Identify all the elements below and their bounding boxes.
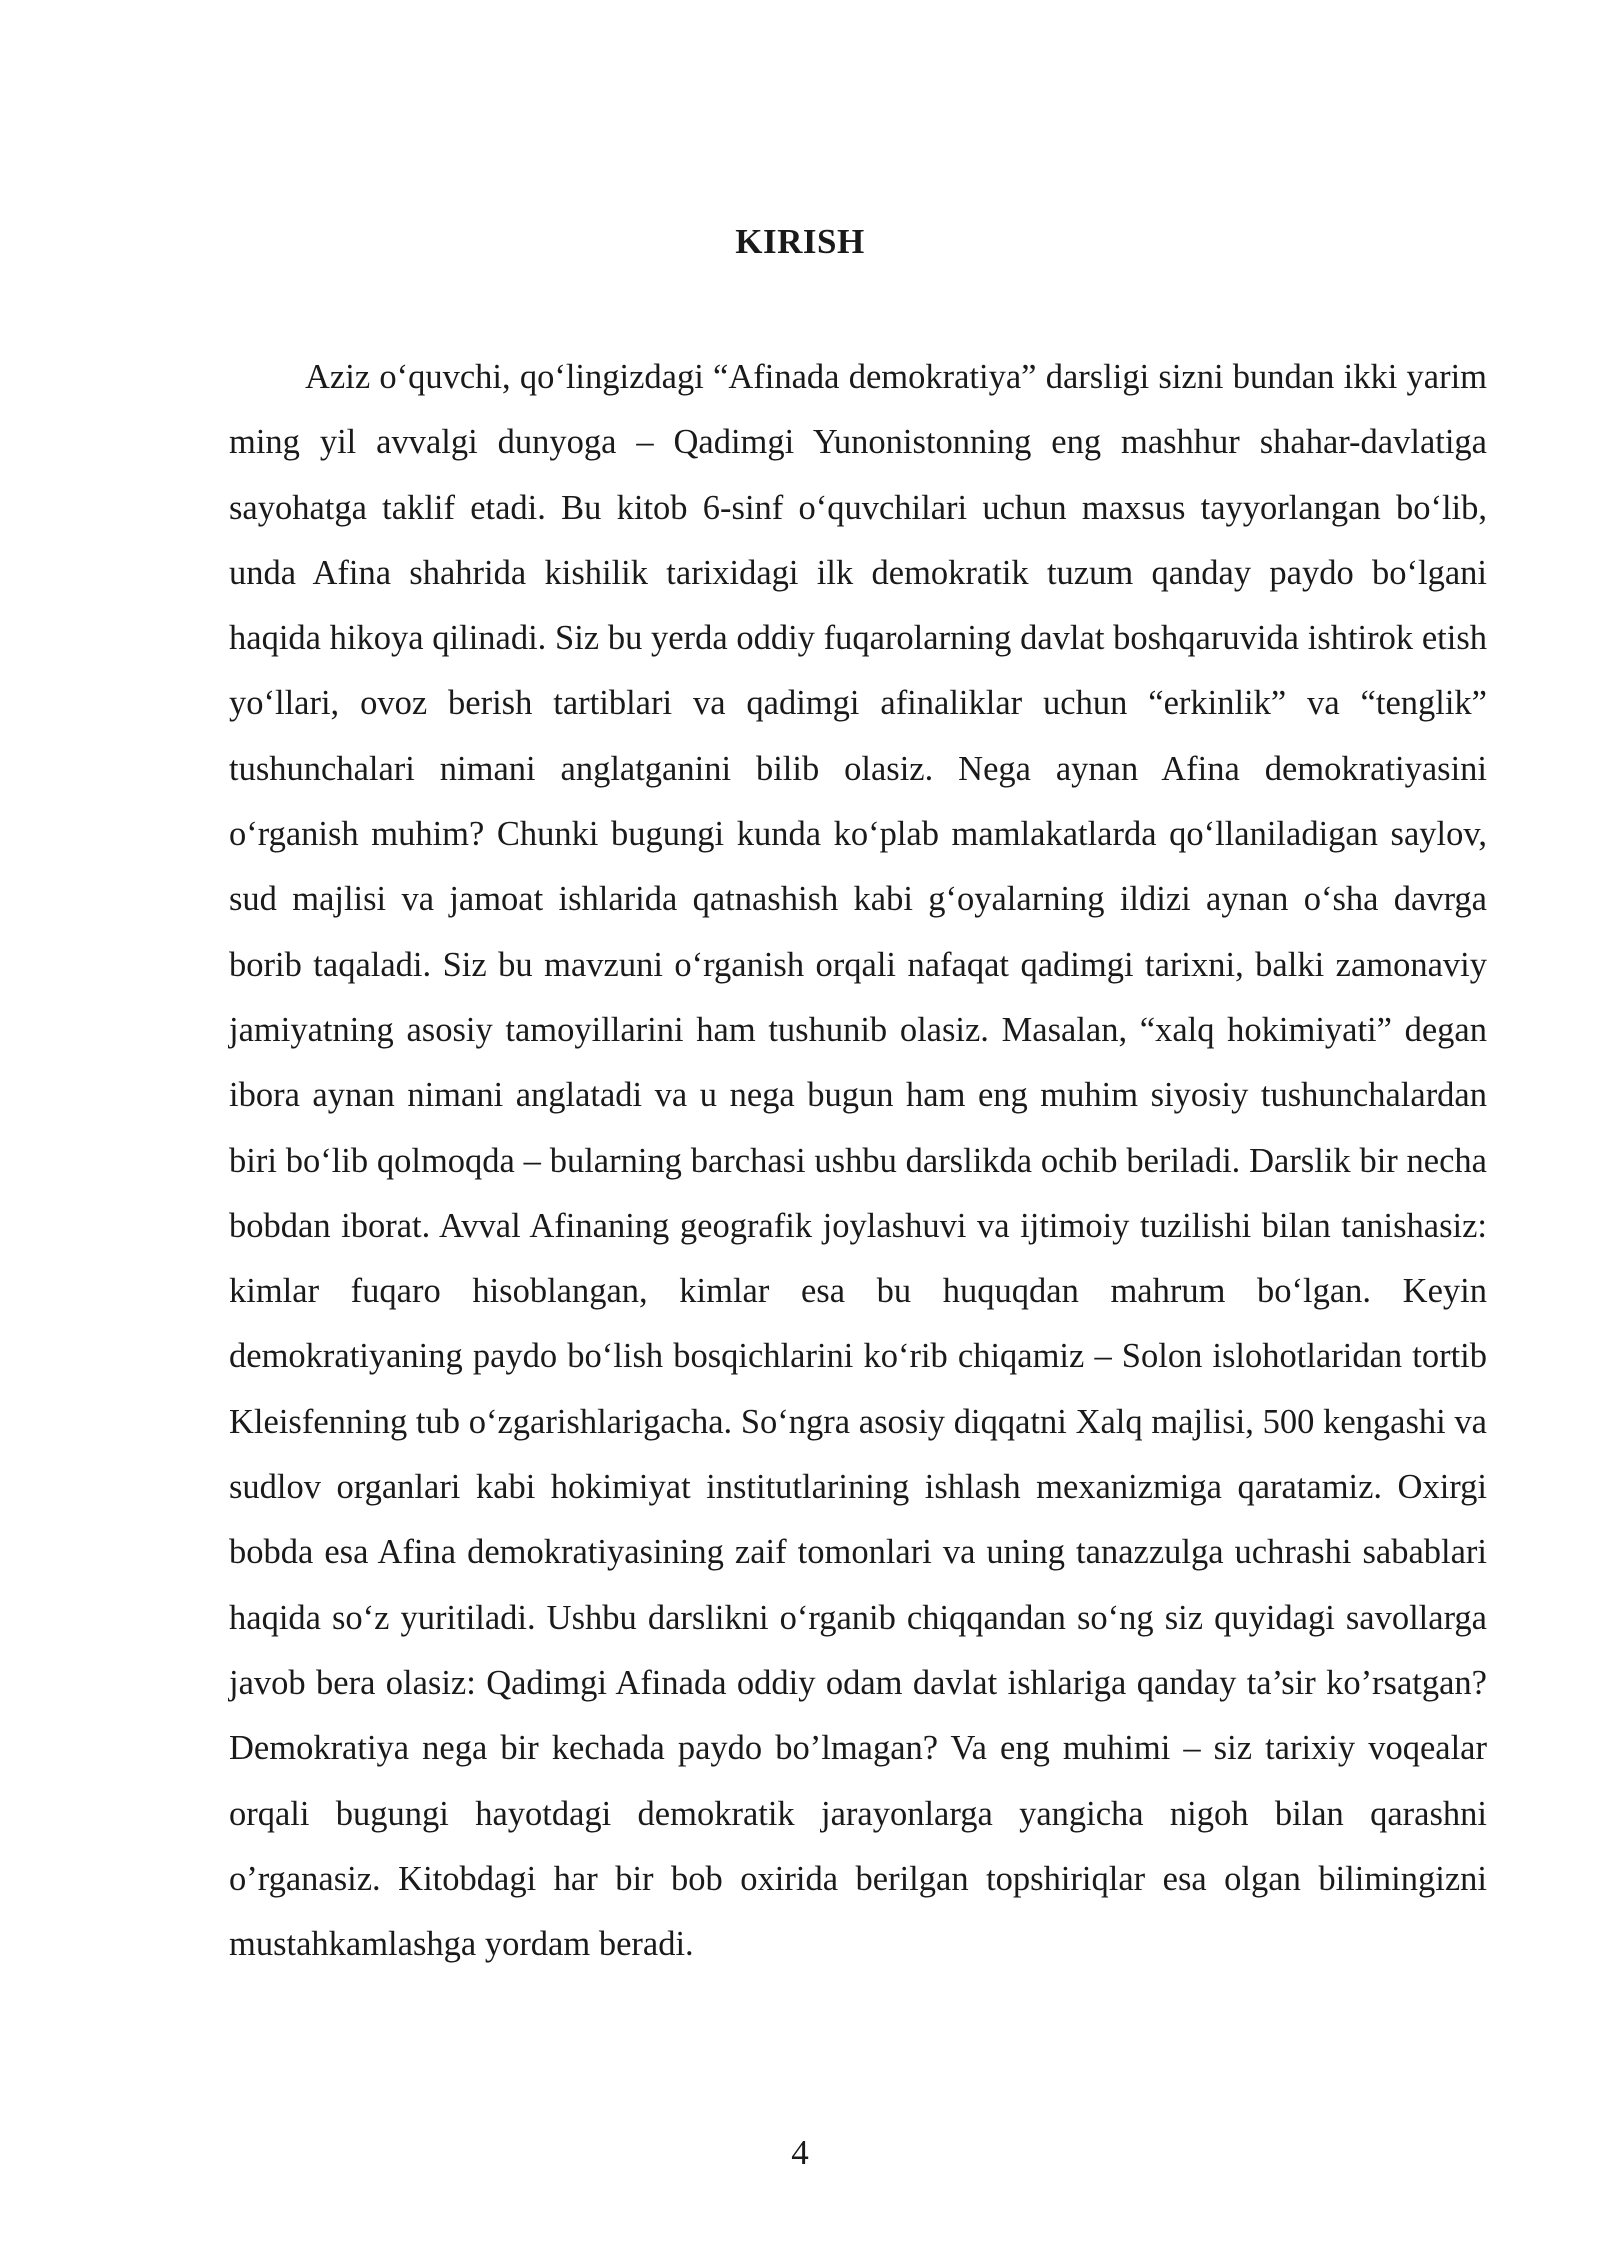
page-number: 4 — [791, 2133, 809, 2172]
body-paragraph: Aziz o‘quvchi, qo‘lingizdagi “Afinada demokratiya” darsligi sizni bundan ikki yarim ming yil avvalgi dunyoga – Qadimgi Yunonistonning eng mashhur shahar-davlatiga sayohatga taklif etadi. Bu kitob 6-sinf o‘quvchilari uchun maxsus tayyorlangan bo‘lib, unda Afina shahrida kishilik tarixidagi ilk demokratik tuzum qanday paydo bo‘lgani haqida hikoya qilinadi. Siz bu yerda oddiy fuqarolarning davlat boshqaruvida ishtirok etish yo‘llari, ovoz berish tartiblari va qadimgi afinaliklar uchun “erkinlik” va “tenglik” tushunchalari nimani anglatganini bilib olasiz. Nega aynan Afina demokratiyasini o‘rganish muhim? Chunki bugungi kunda ko‘plab mamlakatlarda qo‘llaniladigan saylov, sud majlisi va jamoat ishlarida qatnashish kabi g‘oyalarning ildizi aynan o‘sha davrga borib taqaladi. Siz bu mavzuni o‘rganish orqali nafaqat qadimgi tarixni, balki zamonaviy jamiyatning asosiy tamoyillarini ham tushunib olasiz. Masalan, “xalq hokimiyati” degan ibora aynan nimani anglatadi va u nega bugun ham eng muhim siyosiy tushunchalardan biri bo‘lib qolmoqda – bularning barchasi ushbu darslikda ochib beriladi. Darslik bir necha bobdan iborat. Avval Afinaning geografik joylashuvi va ijtimoiy tuzilishi bilan tanishasiz: kimlar fuqaro hisoblangan, kimlar esa bu huquqdan mahrum bo‘lgan. Keyin demokratiyaning paydo bo‘lish bosqichlarini ko‘rib chiqamiz – Solon islohotlaridan tortib Kleisfenning tub o‘zgarishlarigacha. So‘ngra asosiy diqqatni Xalq majlisi, 500 kengashi va sudlov organlari kabi hokimiyat institutlarining ishlash mexanizmiga qaratamiz. Oxirgi bobda esa Afina demokratiyasining zaif tomonlari va uning tanazzulga uchrashi sabablari haqida so‘z yuritiladi. Ushbu darslikni o‘rganib chiqqandan so‘ng siz quyidagi savollarga javob bera olasiz: Qadimgi Afinada oddiy odam davlat ishlariga qanday ta’sir ko’rsatgan? Demokratiya nega bir kechada paydo bo’lmagan? Va eng muhimi – siz tarixiy voqealar orqali bugungi hayotdagi demokratik jarayonlarga yangicha nigoh bilan qarashni o’rganasiz. Kitobdagi har bir bob oxirida berilgan topshiriqlar esa olgan bilimingizni mustahkamlashga yordam beradi. — [229, 358, 1487, 1964]
page-title: KIRISH — [735, 222, 865, 261]
